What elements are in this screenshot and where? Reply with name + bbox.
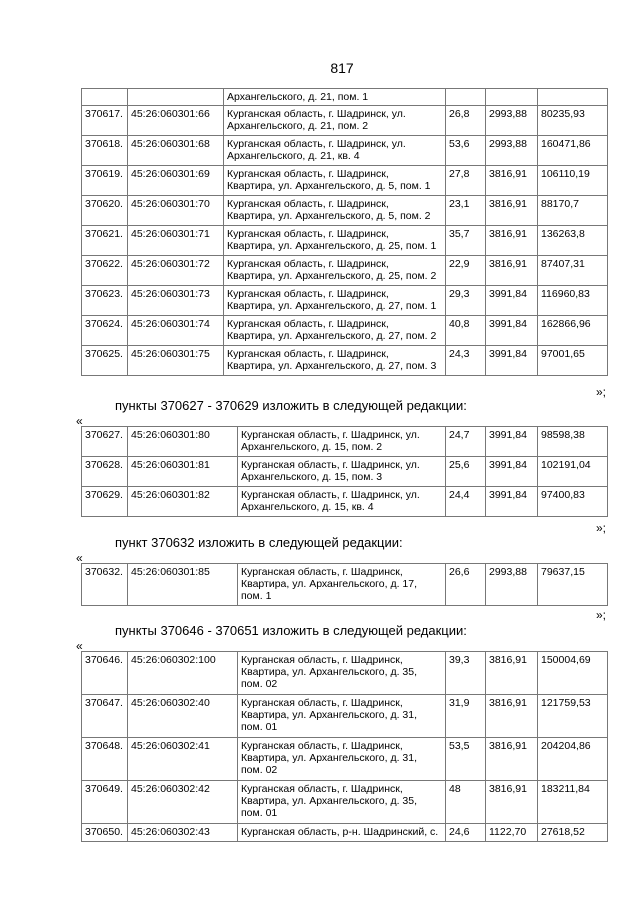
table-row <box>82 427 608 457</box>
table-row <box>82 457 608 487</box>
cadastral-number-cell: 45:26:060301:70 <box>128 196 224 226</box>
cadastral-value-cell: 102191,04 <box>538 457 608 487</box>
address-line: Квартира, ул. Архангельского, д. 31, <box>241 752 418 764</box>
area-cell: 29,3 <box>446 286 486 316</box>
address-line: Курганская область, г. Шадринск, ул. <box>227 108 406 120</box>
cadastral-value-cell: 97400,83 <box>538 487 608 517</box>
table-row <box>82 256 608 286</box>
address-line: Квартира, ул. Архангельского, д. 27, пом. 3 <box>227 360 437 372</box>
cadastral-value-cell: 97001,65 <box>538 346 608 376</box>
address-line: Квартира, ул. Архангельского, д. 25, пом. 2 <box>227 270 437 282</box>
item-number-cell: 370629. <box>82 487 128 517</box>
address-line: Курганская область, г. Шадринск, ул. <box>227 138 406 150</box>
cadastral-value-cell: 150004,69 <box>538 652 608 695</box>
unit-value-cell: 3991,84 <box>486 427 538 457</box>
cadastral-value-cell: 106110,19 <box>538 166 608 196</box>
item-number-cell: 370620. <box>82 196 128 226</box>
item-number-cell: 370646. <box>82 652 128 695</box>
address-cell <box>224 346 446 376</box>
address-cell <box>224 256 446 286</box>
address-line: Курганская область, г. Шадринск, <box>241 654 403 666</box>
address-line: Квартира, ул. Архангельского, д. 35, <box>241 795 418 807</box>
item-number-cell: 370623. <box>82 286 128 316</box>
item-number-cell: 370618. <box>82 136 128 166</box>
cadastral-number-cell: 45:26:060301:75 <box>128 346 224 376</box>
unit-value-cell: 3816,91 <box>486 738 538 781</box>
item-number-cell <box>82 89 128 106</box>
cadastral-value-cell: 136263,8 <box>538 226 608 256</box>
cadastral-value-cell: 121759,53 <box>538 695 608 738</box>
area-cell: 24,4 <box>446 487 486 517</box>
address-line: Курганская область, г. Шадринск, <box>227 228 389 240</box>
area-cell: 40,8 <box>446 316 486 346</box>
address-line: Курганская область, г. Шадринск, <box>227 318 389 330</box>
address-cell <box>224 316 446 346</box>
opening-quote: « <box>76 414 83 428</box>
address-line: Курганская область, г. Шадринск, <box>227 198 389 210</box>
unit-value-cell <box>486 89 538 106</box>
opening-quote: « <box>76 639 83 653</box>
property-table-2 <box>81 426 608 517</box>
table-row <box>82 106 608 136</box>
page-number: 817 <box>330 60 354 76</box>
item-number-cell: 370648. <box>82 738 128 781</box>
item-number-cell: 370628. <box>82 457 128 487</box>
table-row <box>82 196 608 226</box>
cadastral-number-cell: 45:26:060301:81 <box>128 457 238 487</box>
unit-value-cell: 2993,88 <box>486 564 538 606</box>
table-row <box>82 652 608 695</box>
area-cell: 24,6 <box>446 824 486 842</box>
cadastral-value-cell: 87407,31 <box>538 256 608 286</box>
property-table-3 <box>81 563 608 606</box>
unit-value-cell: 3816,91 <box>486 166 538 196</box>
address-cell <box>238 738 446 781</box>
cadastral-number-cell: 45:26:060301:66 <box>128 106 224 136</box>
opening-quote: « <box>76 551 83 565</box>
item-number-cell: 370632. <box>82 564 128 606</box>
area-cell: 35,7 <box>446 226 486 256</box>
cadastral-number-cell: 45:26:060301:73 <box>128 286 224 316</box>
cadastral-value-cell: 98598,38 <box>538 427 608 457</box>
cadastral-value-cell: 79637,15 <box>538 564 608 606</box>
table-row <box>82 564 608 606</box>
address-line: Квартира, ул. Архангельского, д. 31, <box>241 709 418 721</box>
unit-value-cell: 3991,84 <box>486 487 538 517</box>
address-line: пом. 01 <box>241 721 278 733</box>
table-row <box>82 286 608 316</box>
item-number-cell: 370625. <box>82 346 128 376</box>
address-cell <box>238 695 446 738</box>
item-number-cell: 370627. <box>82 427 128 457</box>
address-line: пом. 02 <box>241 764 278 776</box>
table-row <box>82 136 608 166</box>
address-cell <box>224 166 446 196</box>
cadastral-value-cell: 183211,84 <box>538 781 608 824</box>
closing-quote: »; <box>596 385 607 399</box>
table-row <box>82 695 608 738</box>
item-number-cell: 370617. <box>82 106 128 136</box>
cadastral-number-cell: 45:26:060302:43 <box>128 824 238 842</box>
address-cell <box>224 286 446 316</box>
area-cell: 24,7 <box>446 427 486 457</box>
closing-quote: »; <box>596 521 607 535</box>
table-row <box>82 346 608 376</box>
paragraph-amend-370632: пункт 370632 изложить в следующей редакции: <box>115 535 403 550</box>
table-row <box>82 824 608 842</box>
paragraph-amend-370627-370629: пункты 370627 - 370629 изложить в следующей редакции: <box>115 398 467 413</box>
address-line: Архангельского, д. 15, пом. 3 <box>241 471 383 483</box>
address-cell <box>224 89 446 106</box>
paragraph-amend-370646-370651: пункты 370646 - 370651 изложить в следующей редакции: <box>115 623 467 638</box>
cadastral-number-cell: 45:26:060301:74 <box>128 316 224 346</box>
cadastral-value-cell <box>538 89 608 106</box>
property-table-4 <box>81 651 608 842</box>
cadastral-value-cell: 88170,7 <box>538 196 608 226</box>
address-line: Квартира, ул. Архангельского, д. 27, пом. 1 <box>227 300 437 312</box>
cadastral-value-cell: 162866,96 <box>538 316 608 346</box>
cadastral-value-cell: 80235,93 <box>538 106 608 136</box>
address-cell <box>224 106 446 136</box>
cadastral-value-cell: 204204,86 <box>538 738 608 781</box>
area-cell: 31,9 <box>446 695 486 738</box>
item-number-cell: 370647. <box>82 695 128 738</box>
address-line: Квартира, ул. Архангельского, д. 5, пом. 2 <box>227 210 431 222</box>
address-line: Квартира, ул. Архангельского, д. 5, пом. 1 <box>227 180 431 192</box>
unit-value-cell: 3816,91 <box>486 196 538 226</box>
item-number-cell: 370624. <box>82 316 128 346</box>
cadastral-number-cell: 45:26:060302:100 <box>128 652 238 695</box>
table-row <box>82 166 608 196</box>
table-row <box>82 738 608 781</box>
unit-value-cell: 3816,91 <box>486 695 538 738</box>
address-cell <box>238 781 446 824</box>
cadastral-number-cell: 45:26:060302:42 <box>128 781 238 824</box>
area-cell: 23,1 <box>446 196 486 226</box>
table-row <box>82 781 608 824</box>
address-line: пом. 01 <box>241 807 278 819</box>
table-row <box>82 316 608 346</box>
area-cell: 25,6 <box>446 457 486 487</box>
table-row <box>82 487 608 517</box>
area-cell <box>446 89 486 106</box>
address-line: Курганская область, г. Шадринск, <box>227 348 389 360</box>
area-cell: 27,8 <box>446 166 486 196</box>
area-cell: 53,5 <box>446 738 486 781</box>
address-cell <box>224 136 446 166</box>
address-line: Архангельского, д. 21, пом. 1 <box>227 91 369 103</box>
area-cell: 48 <box>446 781 486 824</box>
address-line: Курганская область, г. Шадринск, ул. <box>241 429 420 441</box>
cadastral-number-cell: 45:26:060301:80 <box>128 427 238 457</box>
unit-value-cell: 3991,84 <box>486 457 538 487</box>
area-cell: 26,6 <box>446 564 486 606</box>
cadastral-number-cell: 45:26:060302:40 <box>128 695 238 738</box>
address-line: Квартира, ул. Архангельского, д. 17, <box>241 578 418 590</box>
address-cell <box>238 564 446 606</box>
item-number-cell: 370649. <box>82 781 128 824</box>
address-line: Курганская область, г. Шадринск, <box>227 258 389 270</box>
address-line: Курганская область, г. Шадринск, ул. <box>241 489 420 501</box>
property-table-1 <box>81 88 608 376</box>
table-row <box>82 226 608 256</box>
address-cell <box>238 824 446 842</box>
address-line: Курганская область, г. Шадринск, <box>241 783 403 795</box>
cadastral-value-cell: 27618,52 <box>538 824 608 842</box>
address-cell <box>238 487 446 517</box>
cadastral-number-cell: 45:26:060301:72 <box>128 256 224 286</box>
area-cell: 39,3 <box>446 652 486 695</box>
address-cell <box>238 652 446 695</box>
address-line: Архангельского, д. 21, кв. 4 <box>227 150 360 162</box>
unit-value-cell: 3991,84 <box>486 286 538 316</box>
area-cell: 53,6 <box>446 136 486 166</box>
closing-quote: »; <box>596 608 607 622</box>
unit-value-cell: 2993,88 <box>486 136 538 166</box>
address-line: Квартира, ул. Архангельского, д. 25, пом. 1 <box>227 240 437 252</box>
address-line: Архангельского, д. 15, пом. 2 <box>241 441 383 453</box>
address-line: Квартира, ул. Архангельского, д. 35, <box>241 666 418 678</box>
table-row <box>82 89 608 106</box>
address-cell <box>238 427 446 457</box>
cadastral-number-cell: 45:26:060301:85 <box>128 564 238 606</box>
cadastral-number-cell <box>128 89 224 106</box>
address-line: Архангельского, д. 21, пом. 2 <box>227 120 369 132</box>
cadastral-value-cell: 116960,83 <box>538 286 608 316</box>
address-line: Курганская область, г. Шадринск, ул. <box>241 459 420 471</box>
cadastral-number-cell: 45:26:060301:71 <box>128 226 224 256</box>
cadastral-number-cell: 45:26:060301:69 <box>128 166 224 196</box>
item-number-cell: 370622. <box>82 256 128 286</box>
address-cell <box>224 196 446 226</box>
address-line: Курганская область, г. Шадринск, <box>241 697 403 709</box>
unit-value-cell: 3991,84 <box>486 316 538 346</box>
item-number-cell: 370650. <box>82 824 128 842</box>
address-line: пом. 02 <box>241 678 278 690</box>
cadastral-number-cell: 45:26:060301:68 <box>128 136 224 166</box>
address-line: Курганская область, р-н. Шадринский, с. <box>241 826 439 838</box>
address-cell <box>238 457 446 487</box>
unit-value-cell: 3816,91 <box>486 256 538 286</box>
cadastral-value-cell: 160471,86 <box>538 136 608 166</box>
address-line: Архангельского, д. 15, кв. 4 <box>241 501 374 513</box>
address-line: Курганская область, г. Шадринск, <box>227 168 389 180</box>
unit-value-cell: 2993,88 <box>486 106 538 136</box>
cadastral-number-cell: 45:26:060301:82 <box>128 487 238 517</box>
unit-value-cell: 3816,91 <box>486 652 538 695</box>
address-line: Курганская область, г. Шадринск, <box>241 566 403 578</box>
item-number-cell: 370619. <box>82 166 128 196</box>
item-number-cell: 370621. <box>82 226 128 256</box>
unit-value-cell: 3816,91 <box>486 226 538 256</box>
address-cell <box>224 226 446 256</box>
address-line: пом. 1 <box>241 590 272 602</box>
area-cell: 22,9 <box>446 256 486 286</box>
unit-value-cell: 3991,84 <box>486 346 538 376</box>
area-cell: 24,3 <box>446 346 486 376</box>
unit-value-cell: 3816,91 <box>486 781 538 824</box>
cadastral-number-cell: 45:26:060302:41 <box>128 738 238 781</box>
unit-value-cell: 1122,70 <box>486 824 538 842</box>
area-cell: 26,8 <box>446 106 486 136</box>
address-line: Курганская область, г. Шадринск, <box>241 740 403 752</box>
address-line: Курганская область, г. Шадринск, <box>227 288 389 300</box>
address-line: Квартира, ул. Архангельского, д. 27, пом. 2 <box>227 330 437 342</box>
